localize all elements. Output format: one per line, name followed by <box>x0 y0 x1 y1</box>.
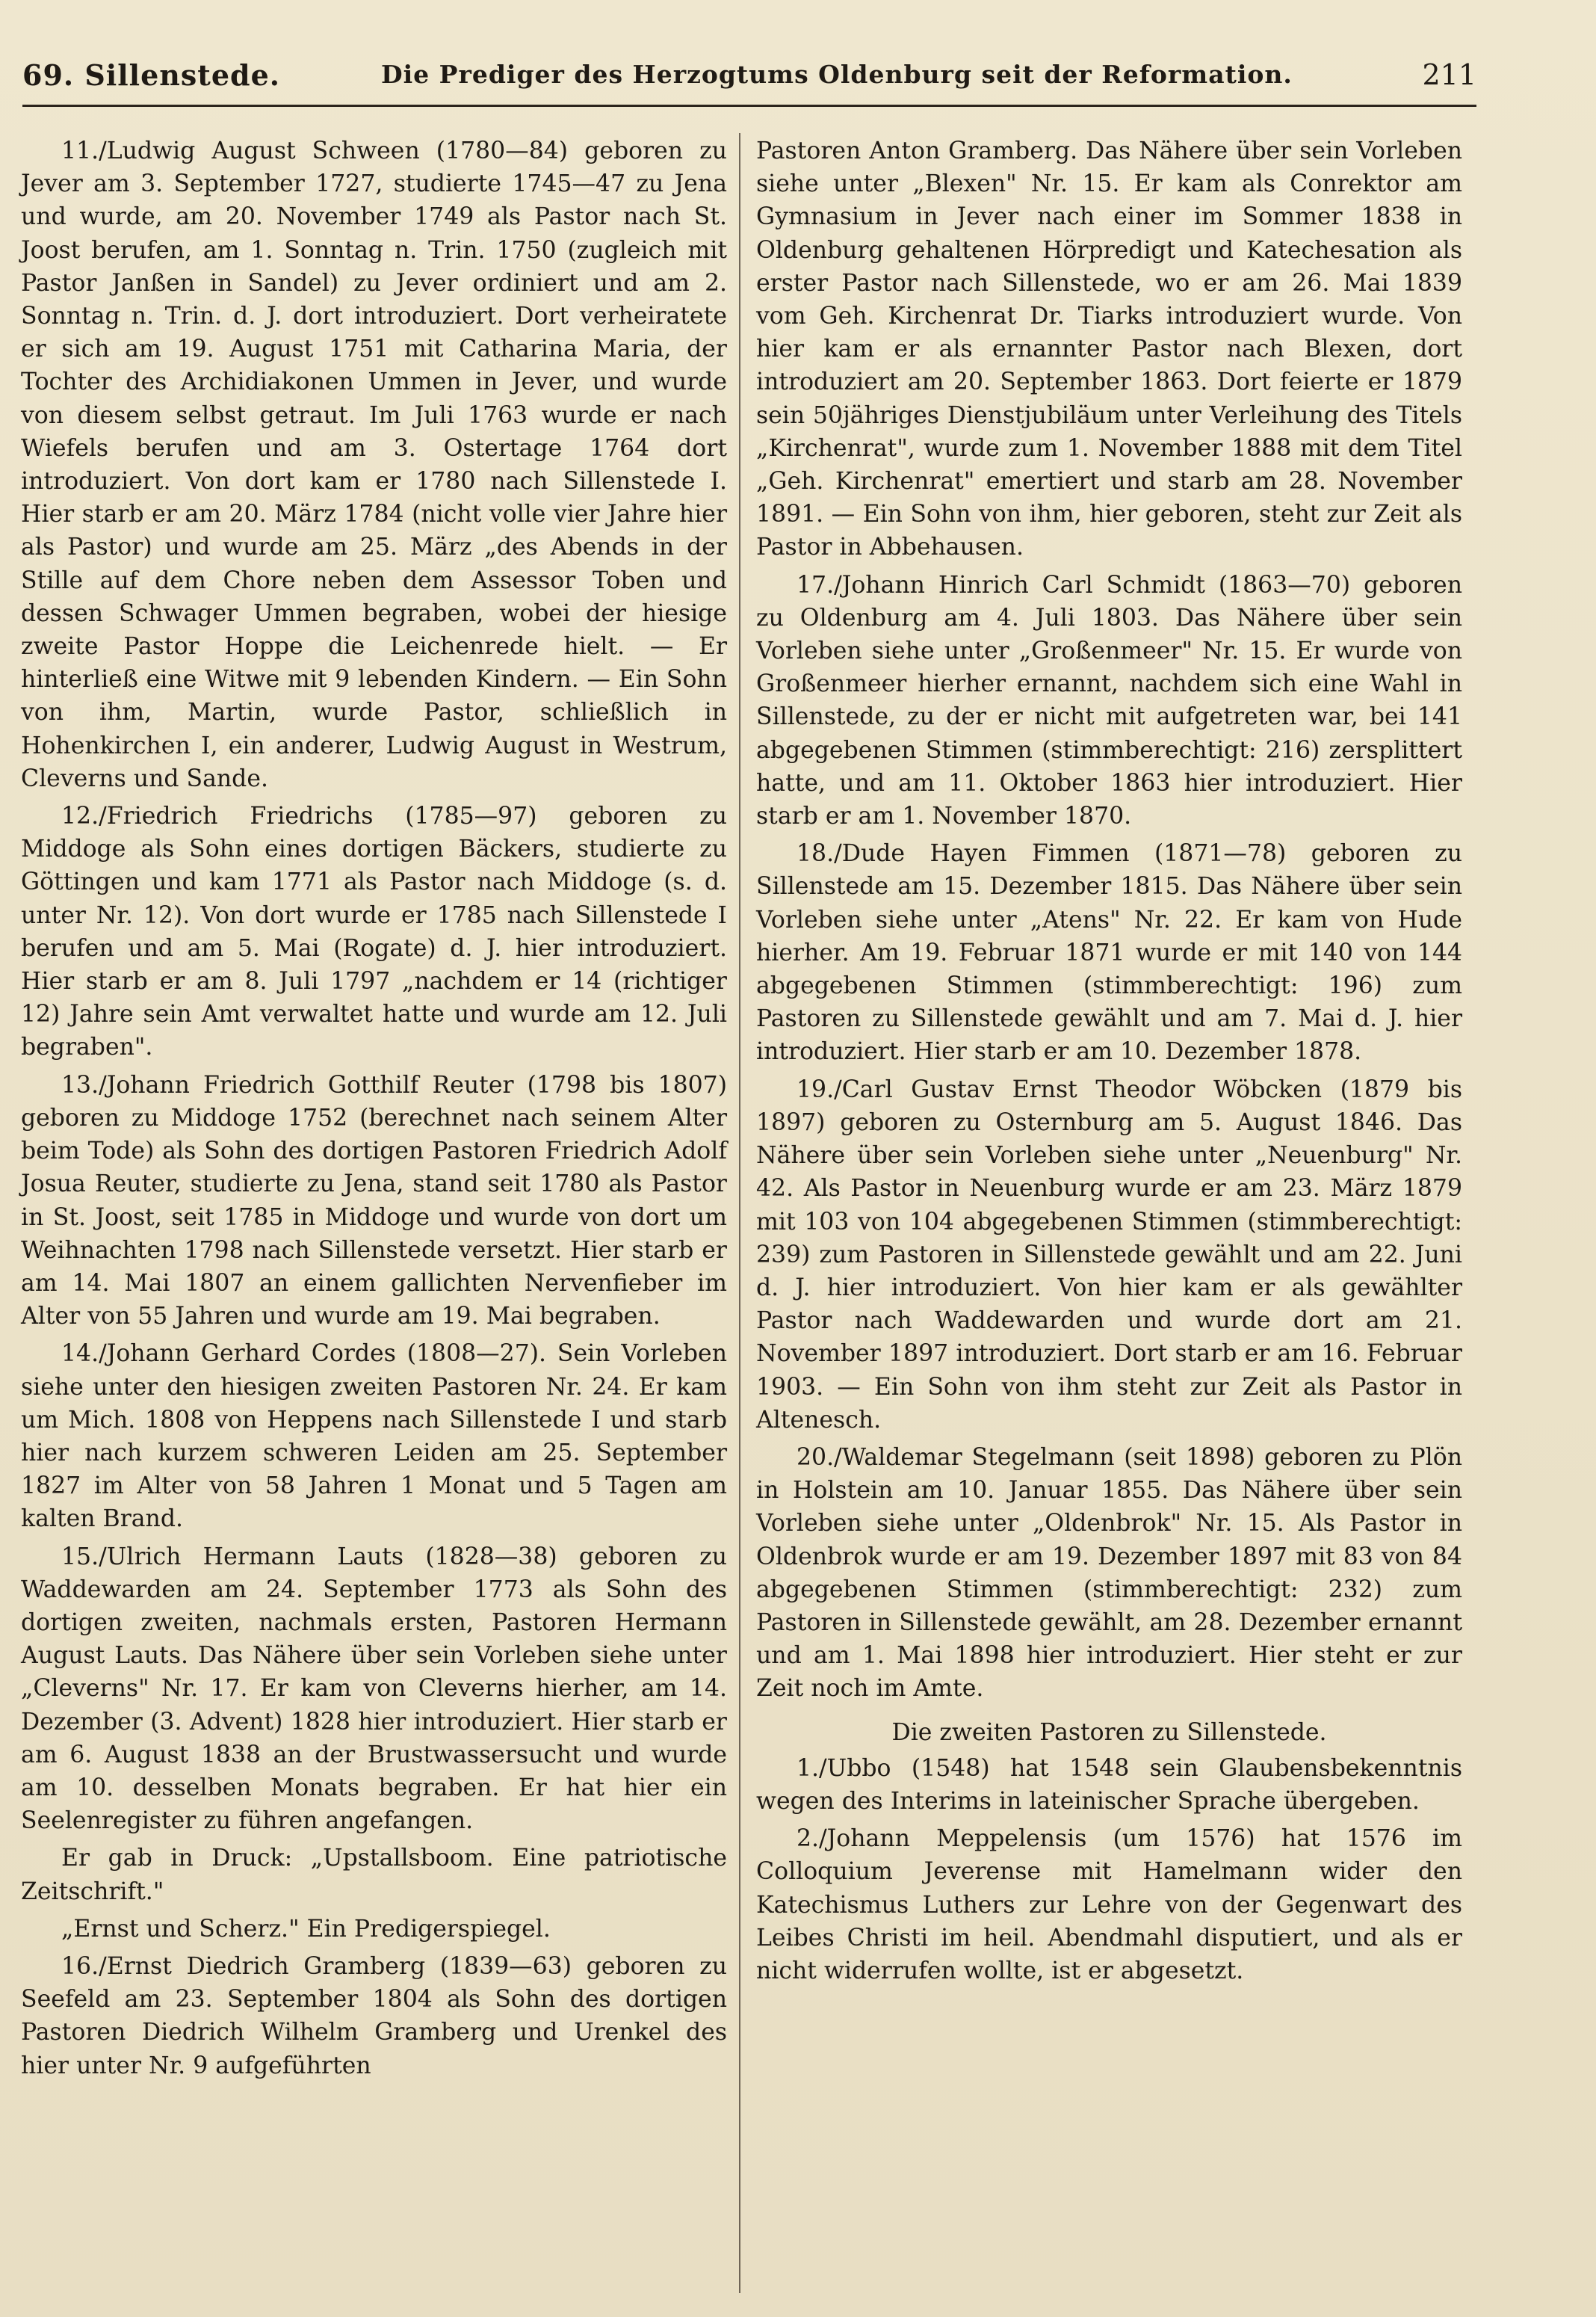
entry-20: 20./Waldemar Stegelmann (seit 1898) geboren zu Plön in Holstein am 10. Januar 1855. Das Nähere über sein Vorleben siehe unter „Oldenbrok" Nr. 15. Als Pastor in Oldenbrok wurde er am 19. Dezember 1897 mit 83 von 84 abgegebenen Stimmen (stimmberechtigt: 232) zum Pastoren in Sillenstede gewählt, am 28. Dezember ernannt und am 1. Mai 1898 hier introduziert. Hier steht er zur Zeit noch im Amte. <box>756 1443 1462 1703</box>
second-pastor-2: 2./Johann Meppelensis (um 1576) hat 1576 im Colloquium Jeverense mit Hamelmann wider den Katechismus Luthers zur Lehre von der Gegenwart des Leibes Christi im heil. Abendmahl disputiert, und als er nicht widerrufen wollte, ist er abgesetzt. <box>756 1825 1462 1984</box>
entry-17: 17./Johann Hinrich Carl Schmidt (1863—70) geboren zu Oldenburg am 4. Juli 1803. Das Nähere über sein Vorleben siehe unter „Großenmeer" Nr. 15. Er wurde von Großenmeer hierher ernannt, nachdem sich eine Wahl in Sillenstede, zu der er nicht mit aufgetreten war, bei 141 abgegebenen Stimmen (stimmberechtigt: 216) zersplittert hatte, und am 11. Oktober 1863 hier introduziert. Hier starb er am 1. November 1870. <box>756 571 1462 830</box>
page-header <box>22 52 1476 107</box>
entry-19: 19./Carl Gustav Ernst Theodor Wöbcken (1879 bis 1897) geboren zu Osternburg am 5. August 1846. Das Nähere über sein Vorleben siehe unter „Neuenburg" Nr. 42. Als Pastor in Neuenburg wurde er am 23. März 1879 mit 103 von 104 abgegebenen Stimmen (stimmberechtigt: 239) zum Pastoren in Sillenstede gewählt und am 22. Juni d. J. hier introduziert. Von hier kam er als gewählter Pastor nach Waddewarden und wurde dort am 21. November 1897 introduziert. Dort starb er am 16. Februar 1903. — Ein Sohn von ihm steht zur Zeit als Pastor in Altenesch. <box>756 1076 1462 1434</box>
section-title: 69. Sillenstede. <box>22 58 280 92</box>
column-divider <box>739 133 740 2293</box>
entry-11: 11./Ludwig August Schween (1780—84) geboren zu Jever am 3. September 1727, studierte 1745—47 zu Jena und wurde, am 20. November 1749 als Pastor nach St. Joost berufen, am 1. Sonntag n. Trin. 1750 (zugleich mit Pastor Janßen in Sandel) zu Jever ordiniert und am 2. Sonntag n. Trin. d. J. dort introduziert. Dort verheiratete er sich am 19. August 1751 mit Catharina Maria, der Tochter des Archidiakonen Ummen in Jever, und wurde von diesem selbst getraut. Im Juli 1763 wurde er nach Wiefels berufen und am 3. Ostertage 1764 dort introduziert. Von dort kam er 1780 nach Sillenstede I. Hier starb er am 20. März 1784 (nicht volle vier Jahre hier als Pastor) und wurde am 25. März „des Abends in der Stille auf dem Chore neben dem Assessor Toben und dessen Schwager Ummen begraben, wobei der hiesige zweite Pastor Hoppe die Leichenrede hielt. — Er hinterließ eine Witwe mit 9 lebenden Kindern. — Ein Sohn von ihm, Martin, wurde Pastor, schließlich in Hohenkirchen I, ein anderer, Ludwig August in Westrum, Cleverns und Sande. <box>21 138 727 792</box>
entry-15-publication: Er gab in Druck: „Upstallsboom. Eine patriotische Zeitschrift." <box>21 1845 727 1905</box>
second-pastor-1: 1./Ubbo (1548) hat 1548 sein Glaubensbekenntnis wegen des Interims in lateinischer Sprache übergeben. <box>756 1754 1462 1815</box>
entry-15-publication-2: „Ernst und Scherz." Ein Predigerspiegel. <box>61 1915 551 1943</box>
entry-16: 16./Ernst Diedrich Gramberg (1839—63) geboren zu Seefeld am 23. September 1804 als Sohn des dortigen Pastoren Diedrich Wilhelm Gramberg und Urenkel des hier unter Nr. 9 aufgeführten <box>21 1952 727 2079</box>
left-column <box>21 135 727 2087</box>
entry-15: 15./Ulrich Hermann Lauts (1828—38) geboren zu Waddewarden am 24. September 1773 als Sohn des dortigen zweiten, nachmals ersten, Pastoren Hermann August Lauts. Das Nähere über sein Vorleben siehe unter „Cleverns" Nr. 17. Er kam von Cleverns hierher, am 14. Dezember (3. Advent) 1828 hier introduziert. Hier starb er am 6. August 1838 an der Brustwassersucht und wurde am 10. desselben Monats begraben. Er hat hier ein Seelenregister zu führen angefangen. <box>21 1543 727 1835</box>
entry-16-continued: Pastoren Anton Gramberg. Das Nähere über sein Vorleben siehe unter „Blexen" Nr. 15. Er kam als Conrektor am Gymnasium in Jever nach einer im Sommer 1838 in Oldenburg gehaltenen Hörpredigt und Katechesation als erster Pastor nach Sillenstede, wo er am 26. Mai 1839 vom Geh. Kirchenrat Dr. Tiarks introduziert wurde. Von hier kam er als ernannter Pastor nach Blexen, dort introduziert am 20. September 1863. Dort feierte er 1879 sein 50jähriges Dienstjubiläum unter Verleihung des Titels „Kirchenrat", wurde zum 1. November 1888 mit dem Titel „Geh. Kirchenrat" emertiert und starb am 28. November 1891. — Ein Sohn von ihm, hier geboren, steht zur Zeit als Pastor in Abbehausen. <box>756 138 1462 561</box>
entry-14: 14./Johann Gerhard Cordes (1808—27). Sein Vorleben siehe unter den hiesigen zweiten Pastoren Nr. 24. Er kam um Mich. 1808 von Heppens nach Sillenstede I und starb hier nach kurzem schweren Leiden am 25. September 1827 im Alter von 58 Jahren 1 Monat und 5 Tagen am kalten Brand. <box>21 1340 727 1533</box>
entry-13: 13./Johann Friedrich Gotthilf Reuter (1798 bis 1807) geboren zu Middoge 1752 (berechnet nach seinem Alter beim Tode) als Sohn des dortigen Pastoren Friedrich Adolf Josua Reuter, studierte zu Jena, stand seit 1780 als Pastor in St. Joost, seit 1785 in Middoge und wurde von dort um Weihnachten 1798 nach Sillenstede versetzt. Hier starb er am 14. Mai 1807 an einem gallichten Nervenfieber im Alter von 55 Jahren und wurde am 19. Mai begraben. <box>21 1071 727 1330</box>
entry-12: 12./Friedrich Friedrichs (1785—97) geboren zu Middoge als Sohn eines dortigen Bäckers, studierte zu Göttingen und kam 1771 als Pastor nach Middoge (s. d. unter Nr. 12). Von dort wurde er 1785 nach Sillenstede I berufen und am 5. Mai (Rogate) d. J. hier introduziert. Hier starb er am 8. Juli 1797 „nachdem er 14 (richtiger 12) Jahre sein Amt verwaltet hatte und wurde am 12. Juli begraben". <box>21 803 727 1061</box>
entry-18: 18./Dude Hayen Fimmen (1871—78) geboren zu Sillenstede am 15. Dezember 1815. Das Nähere über sein Vorleben siehe unter „Atens" Nr. 22. Er kam von Hude hierher. Am 19. Februar 1871 wurde er mit 140 von 144 abgegebenen Stimmen (stimmberechtigt: 196) zum Pastoren zu Sillenstede gewählt und am 7. Mai d. J. hier introduziert. Hier starb er am 10. Dezember 1878. <box>756 840 1462 1066</box>
running-title: Die Prediger des Herzogtums Oldenburg seit der Reformation. <box>381 60 1293 89</box>
page-number: 211 <box>1422 58 1476 91</box>
right-column <box>756 135 1462 1992</box>
section-heading: Die zweiten Pastoren zu Sillenstede. <box>891 1718 1327 1746</box>
